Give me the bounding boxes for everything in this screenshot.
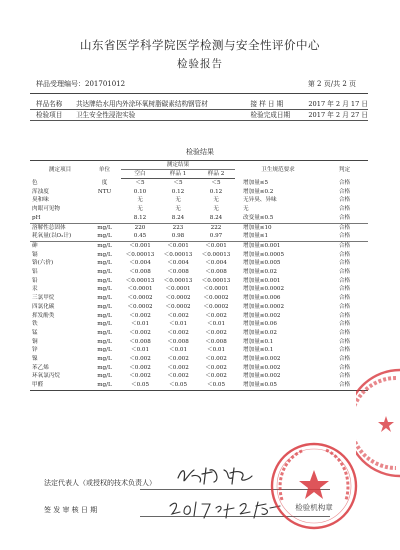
sample-2-value: ＜0.01 — [206, 347, 226, 354]
stamp-text: 检验机构章 — [295, 503, 333, 512]
result-row — [30, 312, 368, 321]
sample-2-value: 无 — [213, 197, 219, 204]
sample-2-value: ＜0.001 — [205, 242, 227, 249]
result-row — [30, 329, 368, 338]
organization-name: 山东省医学科学院医学检测与安全性评价中心 — [80, 38, 320, 52]
results-header-row — [30, 161, 368, 170]
accept-value: 201701012 — [85, 80, 126, 88]
sample-1-value: ＜0.004 — [167, 260, 189, 267]
blank-value: ＜0.0001 — [127, 286, 153, 293]
sample-1-value: 8.24 — [159, 214, 197, 223]
sample-1-value: ＜0.001 — [167, 242, 189, 249]
sample-2-value: 0.97 — [197, 232, 235, 241]
sample-name-label: 样品名称 — [30, 99, 74, 110]
requirement: 增加量≤0.002 — [243, 364, 281, 371]
blank-value: 8.12 — [121, 214, 159, 223]
blank-value: 0.45 — [121, 232, 159, 241]
header-judgement: 判定 — [321, 161, 368, 179]
unit: mg/L — [97, 269, 112, 276]
unit: mg/L — [97, 242, 112, 249]
blank-value: 无 — [137, 206, 143, 213]
sample-1-value: ＜0.002 — [167, 312, 189, 319]
judgement: 合格 — [338, 251, 351, 258]
sample-2-value: ＜0.002 — [205, 364, 227, 371]
unit: mg/L — [97, 277, 112, 284]
sample-2-value: ＜5 — [211, 180, 221, 186]
requirement: 增加量≤0.002 — [243, 312, 281, 319]
receive-date-value: 2017 年 2 月 17 日 — [302, 99, 368, 110]
complete-date-label: 检验完成日期 — [251, 110, 303, 121]
sample-info-table — [30, 99, 368, 121]
item-name: 色 — [32, 179, 38, 186]
requirement: 增加量≤5 — [243, 179, 269, 186]
judgement: 合格 — [338, 179, 351, 186]
result-row — [30, 214, 368, 223]
requirement: 增加量≤0.05 — [235, 381, 321, 390]
sample-1-value: ＜0.01 — [168, 347, 188, 354]
sample-2-value: ＜0.01 — [206, 321, 226, 328]
blank-value: ＜0.0002 — [127, 295, 153, 302]
sample-1-value: ＜0.00013 — [163, 251, 193, 258]
item-name: 铜 — [32, 338, 38, 345]
blank-value: 无 — [137, 197, 143, 204]
header-blank: 空白 — [121, 170, 159, 179]
item-name: 镉 — [32, 251, 38, 258]
handwritten-signature — [176, 464, 256, 486]
judgement: 合格 — [321, 232, 368, 241]
item-name: 苯乙烯 — [32, 364, 49, 371]
official-stamp — [268, 440, 360, 532]
judgement: 合格 — [321, 214, 368, 223]
header-rule — [30, 93, 368, 94]
unit — [88, 214, 121, 223]
unit: mg/L — [97, 303, 112, 310]
requirement: 增加量≤0.001 — [243, 277, 281, 284]
requirement: 增加量≤0.02 — [243, 269, 277, 276]
sample-1-value: ＜0.008 — [167, 338, 189, 345]
unit: mg/L — [97, 329, 112, 336]
sample-1-value: ＜0.01 — [168, 321, 188, 328]
judgement: 合格 — [338, 188, 351, 195]
complete-date-value: 2017 年 2 月 27 日 — [302, 110, 368, 121]
sample-2-value: ＜0.004 — [205, 260, 227, 267]
requirement: 增加量≤0.1 — [243, 338, 274, 345]
unit: mg/L — [97, 356, 112, 363]
result-row — [30, 232, 368, 241]
sample-1-value: ＜0.002 — [167, 373, 189, 380]
result-row — [30, 338, 368, 347]
blank-value: ＜0.002 — [129, 364, 151, 371]
blank-value: ＜0.002 — [129, 329, 151, 336]
result-row — [30, 285, 368, 294]
result-row — [30, 179, 368, 188]
requirement: 增加量≤0.002 — [243, 373, 281, 380]
header-requirement: 卫生规范要求 — [235, 161, 321, 179]
header-unit: 单位 — [88, 161, 121, 179]
sample-2-value: ＜0.0002 — [203, 295, 229, 302]
requirement: 增加量≤0.002 — [243, 356, 281, 363]
blank-value: ＜0.002 — [129, 312, 151, 319]
unit: 度 — [101, 179, 108, 186]
item-name: 耗氧量(以O₂计) — [30, 232, 88, 241]
result-row — [30, 196, 368, 205]
info-row — [30, 99, 368, 110]
sample-2-value: ＜0.008 — [205, 269, 227, 276]
sample-1-value: 0.98 — [159, 232, 197, 241]
sign-date-label: 签 发 审 核 日 期 — [44, 506, 98, 514]
unit: mg/L — [88, 232, 121, 241]
results-title: 检验结果 — [186, 148, 214, 156]
unit: mg/L — [97, 312, 112, 319]
unit: mg/L — [88, 381, 121, 390]
sample-2-value: ＜0.002 — [205, 329, 227, 336]
item-name: 铁 — [32, 321, 38, 328]
unit: mg/L — [97, 321, 112, 328]
result-row — [30, 268, 368, 277]
requirement: 增加量≤0.0002 — [243, 286, 285, 293]
item-name: 浑浊度 — [32, 188, 49, 195]
judgement: 合格 — [321, 381, 368, 390]
judgement: 合格 — [338, 347, 351, 354]
judgement: 合格 — [338, 303, 351, 310]
blank-value: ＜0.008 — [129, 269, 151, 276]
judgement: 合格 — [338, 224, 351, 231]
item-name: 溶解性总固体 — [32, 224, 66, 231]
sample-1-value: ＜0.002 — [167, 364, 189, 371]
sample-1-value: ＜0.00013 — [163, 277, 193, 284]
sample-2-value: ＜0.00013 — [201, 277, 231, 284]
sample-1-value: ＜0.002 — [167, 329, 189, 336]
item-name: 甲醛 — [30, 381, 88, 390]
sample-1-value: ＜0.0002 — [165, 303, 191, 310]
judgement: 合格 — [338, 286, 351, 293]
unit: mg/L — [97, 338, 112, 345]
judgement: 合格 — [338, 206, 351, 213]
sample-2-value: ＜0.002 — [205, 312, 227, 319]
sample-2-value: 0.12 — [209, 188, 223, 195]
result-row — [30, 259, 368, 268]
requirement: 增加量≤0.006 — [243, 295, 281, 302]
results-table — [30, 160, 368, 391]
blank-value: ＜0.0002 — [127, 303, 153, 310]
blank-value: ＜0.00013 — [125, 251, 155, 258]
judgement: 合格 — [338, 312, 351, 319]
sample-1-value: 无 — [175, 206, 181, 213]
sample-1-value: ＜5 — [173, 180, 183, 186]
blank-value: ＜0.008 — [129, 338, 151, 345]
judgement: 合格 — [338, 329, 351, 336]
legal-representative-label: 法定代表人（或授权的技术负责人） — [44, 479, 156, 487]
item-name: 铬(六价) — [32, 260, 54, 267]
item-name: 臭和味 — [32, 197, 49, 204]
requirement: 增加量≤0.001 — [243, 242, 281, 249]
judgement: 合格 — [338, 260, 351, 267]
unit: NTU — [97, 188, 112, 195]
item-name: 锌 — [32, 347, 38, 354]
requirement: 增加量≤0.06 — [243, 321, 277, 328]
blank-value: ＜0.00013 — [125, 277, 155, 284]
requirement: 增加量≤0.005 — [243, 260, 281, 267]
unit: mg/L — [97, 373, 112, 380]
requirement: 增加量≤0.2 — [243, 188, 274, 195]
item-name: 砷 — [32, 242, 38, 249]
judgement: 合格 — [338, 295, 351, 302]
item-name: 汞 — [32, 286, 38, 293]
unit — [88, 196, 121, 205]
sample-1-value: ＜0.0002 — [165, 295, 191, 302]
requirement: 增加量≤0.0005 — [243, 251, 285, 258]
requirement: 增加量≤0.1 — [243, 347, 274, 354]
sample-1-value: 0.12 — [171, 188, 185, 195]
result-row — [30, 294, 368, 303]
unit — [88, 205, 121, 214]
requirement: 增加量≤1 — [235, 232, 321, 241]
sample-2-value: 222 — [210, 224, 222, 231]
result-row — [30, 251, 368, 260]
requirement: 改变量≤0.5 — [235, 214, 321, 223]
unit: mg/L — [97, 286, 112, 293]
sample-2-value: 无 — [213, 206, 219, 213]
item-name: 锰 — [32, 329, 38, 336]
result-row — [30, 364, 368, 373]
accept-number — [36, 79, 125, 89]
result-row — [30, 372, 368, 381]
sample-2-value: ＜0.002 — [205, 356, 227, 363]
result-row — [30, 381, 368, 390]
judgement: 合格 — [338, 356, 351, 363]
blank-value: ＜0.01 — [130, 347, 150, 354]
blank-value: ＜0.004 — [129, 260, 151, 267]
judgement: 合格 — [338, 277, 351, 284]
unit: mg/L — [97, 251, 112, 258]
result-row — [30, 205, 368, 214]
receive-date-label: 接 样 日 期 — [251, 99, 303, 110]
header-sample-1: 样品 1 — [159, 170, 197, 179]
result-row — [30, 223, 368, 232]
judgement: 合格 — [338, 373, 351, 380]
requirement: 增加量≤0.02 — [243, 329, 277, 336]
blank-value: ＜0.01 — [130, 321, 150, 328]
result-row — [30, 188, 368, 197]
sample-2-value: 8.24 — [197, 214, 235, 223]
judgement: 合格 — [338, 197, 351, 204]
sample-1-value: 无 — [175, 197, 181, 204]
item-name: 三氯甲烷 — [32, 295, 55, 302]
sample-1-value: ＜0.008 — [167, 269, 189, 276]
item-name: 铝 — [32, 269, 38, 276]
seam-stamp — [356, 368, 400, 478]
requirement: 增加量≤10 — [243, 224, 272, 231]
requirement: 无异臭、异味 — [243, 197, 277, 204]
sample-2-value: ＜0.05 — [197, 381, 235, 390]
blank-value: ＜5 — [135, 180, 145, 186]
requirement: 增加量≤0.0002 — [243, 303, 285, 310]
unit: mg/L — [97, 224, 112, 231]
header-item: 测定项目 — [30, 161, 88, 179]
result-row — [30, 355, 368, 364]
sample-2-value: ＜0.0002 — [203, 303, 229, 310]
blank-value: ＜0.002 — [129, 373, 151, 380]
report-title: 检验报告 — [177, 58, 223, 70]
item-name: 四氯化碳 — [32, 303, 55, 310]
result-row — [30, 277, 368, 286]
result-row — [30, 320, 368, 329]
judgement: 合格 — [338, 321, 351, 328]
item-name: pH — [30, 214, 88, 223]
blank-value: 220 — [134, 224, 146, 231]
item-name: 铅 — [32, 277, 38, 284]
sample-1-value: 223 — [172, 224, 184, 231]
judgement: 合格 — [338, 364, 351, 371]
unit: mg/L — [97, 364, 112, 371]
sample-2-value: ＜0.00013 — [201, 251, 231, 258]
unit: mg/L — [97, 295, 112, 302]
sample-2-value: ＜0.008 — [205, 338, 227, 345]
sample-2-value: ＜0.0001 — [203, 286, 229, 293]
header-result-group: 测定结果 — [121, 161, 235, 170]
blank-value: 0.10 — [133, 188, 147, 195]
test-item-value: 卫生安全性浸泡实验 — [74, 110, 251, 121]
unit: mg/L — [97, 347, 112, 354]
item-name: 肉眼可见物 — [32, 206, 60, 213]
requirement: 无 — [243, 206, 249, 213]
judgement: 合格 — [338, 269, 351, 276]
item-name: 镍 — [32, 356, 38, 363]
judgement: 合格 — [338, 338, 351, 345]
page-number: 第 2 页/共 2 页 — [307, 80, 356, 88]
sample-2-value: ＜0.002 — [205, 373, 227, 380]
sample-1-value: ＜0.002 — [167, 356, 189, 363]
result-row — [30, 303, 368, 312]
judgement: 合格 — [338, 242, 351, 249]
item-name: 环氧氯丙烷 — [32, 373, 60, 380]
sample-1-value: ＜0.0001 — [165, 286, 191, 293]
result-row — [30, 346, 368, 355]
sample-name-value: 共达牌给水用内外涂环氧树脂碳素结构钢管材 — [74, 99, 251, 110]
header-sample-2: 样品 2 — [197, 170, 235, 179]
sample-1-value: ＜0.05 — [159, 381, 197, 390]
accept-label: 样品受理编号： — [36, 80, 85, 88]
blank-value: ＜0.001 — [129, 242, 151, 249]
unit: mg/L — [97, 260, 112, 267]
blank-value: ＜0.002 — [129, 356, 151, 363]
blank-value: ＜0.05 — [121, 381, 159, 390]
result-row — [30, 241, 368, 250]
test-item-label: 检验项目 — [30, 110, 74, 121]
item-name: 挥发酚类 — [32, 312, 55, 319]
info-row — [30, 110, 368, 121]
